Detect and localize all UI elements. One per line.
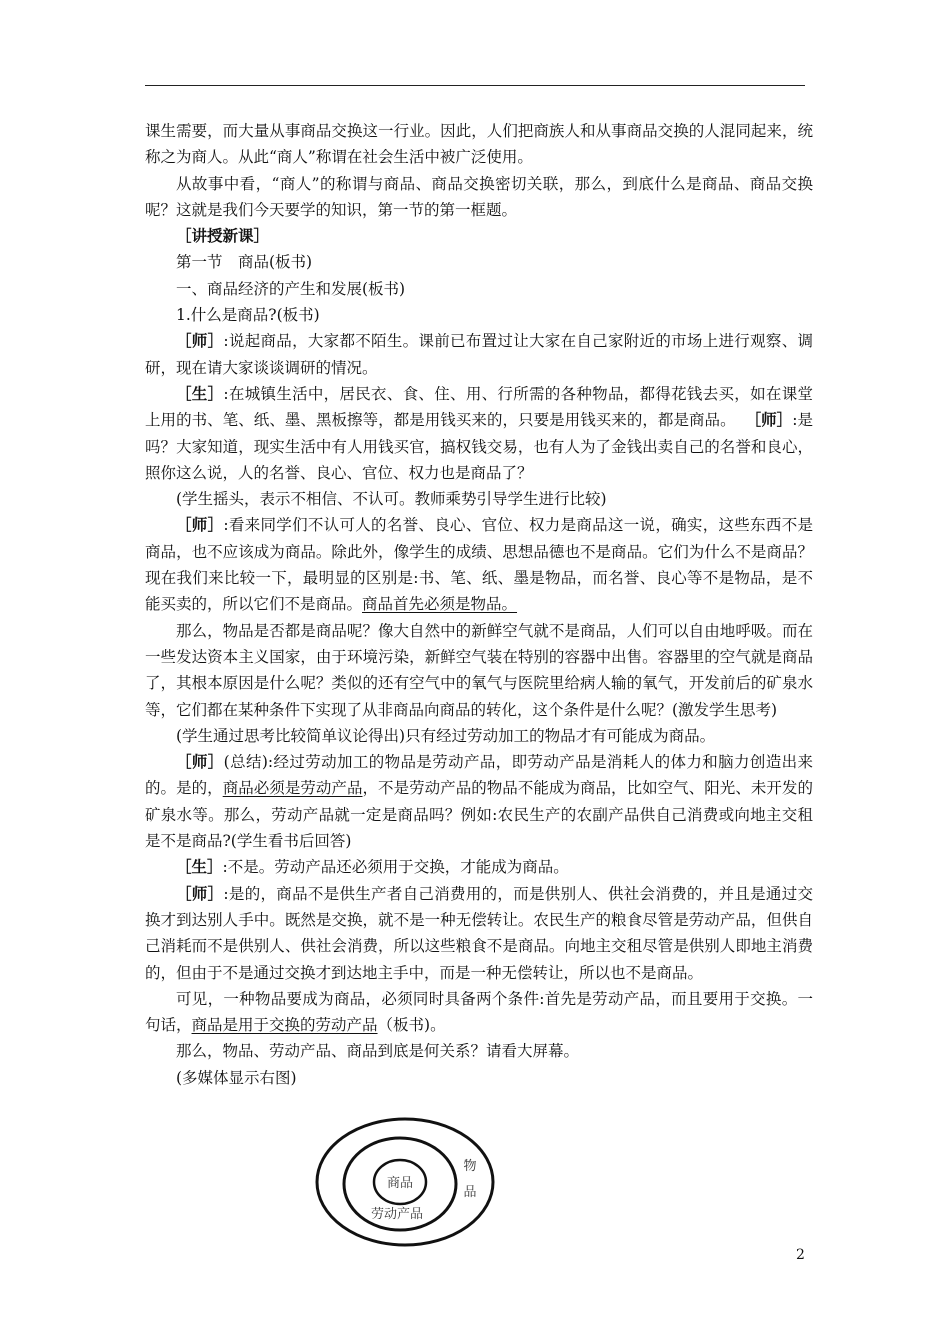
speaker-tag: ［师］	[176, 515, 224, 535]
dialogue-text: :在城镇生活中，居民衣、食、住、用、行所需的各种物品，都得花钱去买，如在课堂上用的书、笔、纸、墨、黑板擦等，都是用钱买来的，只要是用钱买来的，都是商品。	[145, 384, 813, 430]
paragraph: (学生摇头，表示不相信、不认可。教师乘势引导学生进行比较)	[176, 490, 607, 509]
dialogue-paragraph	[145, 512, 813, 617]
dialogue-paragraph	[145, 328, 813, 381]
speaker-tag: ［师］	[176, 331, 224, 351]
inner-circle-label: 商品	[386, 1176, 414, 1191]
paragraph-text: 可见，一种物品要成为商品，必须同时具备两个条件:首先是劳动产品，而且要用于交换。一句话，	[145, 989, 813, 1035]
concentric-circle-diagram	[312, 1112, 502, 1247]
dialogue-text: :看来同学们不认可人的名誉、良心、官位、权力是商品这一说，确实，这些东西不是商品，也不应该成为商品。除此外，像学生的成绩、思想品德也不是商品。它们为什么不是商品？现在我们来比较一下，最明显的区别是:书、笔、纸、墨是物品，而名誉、良心等不是物品，是不能买卖的，所以它们不是商品。	[145, 516, 813, 614]
dialogue-paragraph	[145, 749, 813, 854]
dialogue-paragraph	[145, 854, 813, 880]
dialogue-paragraph	[145, 381, 813, 486]
speaker-tag: ［师］	[176, 883, 224, 903]
paragraph: (多媒体显示右图)	[176, 1068, 297, 1087]
document-body	[145, 118, 813, 1091]
paragraph: 从故事中看，“商人”的称谓与商品、商品交换密切关联，那么，到底什么是商品、商品交换呢？这就是我们今天要学的知识，第一节的第一框题。	[145, 174, 813, 219]
outer-circle-label-top: 物	[463, 1159, 477, 1174]
dialogue-text: :是的，商品不是供生产者自己消费用的，而是供别人、供社会消费的，并且是通过交换才到达别人手中。既然是交换，就不是一种无偿转让。农民生产的粮食尽管是劳动产品，但供自己消耗而不是供别人、供社会消费，所以这些粮食不是商品。向地主交租尽管是供别人即地主消费的，但由于不是通过交换才到达地主手中，而是一种无偿转让，所以也不是商品。	[145, 884, 813, 982]
speaker-tag: ［生］	[176, 383, 224, 403]
paragraph: 课生需要，而大量从事商品交换这一行业。因此，人们把商族人和从事商品交换的人混同起来，统称之为商人。从此“商人”称谓在社会生活中被广泛使用。	[145, 122, 813, 167]
dialogue-text: :不是。劳动产品还必须用于交换，才能成为商品。	[222, 858, 569, 877]
page-number: 2	[796, 1247, 805, 1263]
speaker-tag: ［生］	[176, 857, 223, 877]
dialogue-text: :是吗？大家知道，现实生活中有人用钱买官，搞权钱交易，也有人为了金钱出卖自己的名誉和良心，照你这么说，人的名誉、良心、官位、权力也是商品了？	[145, 411, 813, 482]
paragraph	[145, 986, 813, 1039]
paragraph: 那么，物品、劳动产品、商品到底是何关系？请看大屏幕。	[176, 1042, 580, 1061]
section-title: 第一节 商品(板书)	[176, 253, 313, 272]
section-heading: ［讲授新课］	[176, 226, 270, 246]
paragraph: 那么，物品是否都是商品呢？像大自然中的新鲜空气就不是商品，人们可以自由地呼吸。而在一些发达资本主义国家，由于环境污染，新鲜空气装在特别的容器中出售。容器里的空气就是商品了，其根本原因是什么呢？类似的还有空气中的氧气与医院里给病人输的氧气，开发前后的矿泉水等，它们都在某种条件下实现了从非商品向商品的转化，这个条件是什么呢？(激发学生思考)	[145, 621, 813, 719]
dialogue-paragraph	[145, 881, 813, 986]
header-rule	[145, 85, 805, 86]
underlined-key-point: 商品必须是劳动产品	[222, 779, 363, 798]
dialogue-text: (总结):经过劳动加工的物品是劳动产品，即劳动产品是消耗人的体力和脑力创造出来的。是的，	[145, 753, 813, 798]
dialogue-text: :说起商品，大家都不陌生。课前已布置过让大家在自己家附近的市场上进行观察、调研，现在请大家谈谈调研的情况。	[145, 332, 813, 377]
subsection-title: 一、商品经济的产生和发展(板书)	[176, 279, 406, 298]
underlined-key-point: 商品首先必须是物品。	[362, 595, 518, 614]
paragraph-text: （板书)。	[377, 1016, 446, 1035]
underlined-key-point: 商品是用于交换的劳动产品	[191, 1016, 378, 1035]
speaker-tag: ［师］	[176, 752, 224, 772]
speaker-tag: ［师］	[745, 410, 793, 430]
middle-circle-label: 劳动产品	[370, 1207, 424, 1222]
dialogue-text: ，不是劳动产品的物品不能成为商品，比如空气、阳光、未开发的矿泉水等。那么，劳动产品就一定是商品吗？例如:农民生产的农副产品供自己消费或向地主交租是不是商品?(学生看书后回答)	[145, 779, 813, 851]
topic-title: 1.什么是商品?(板书)	[176, 306, 320, 325]
outer-circle-label-bottom: 品	[463, 1185, 477, 1200]
paragraph: (学生通过思考比较简单议论得出)只有经过劳动加工的物品才有可能成为商品。	[176, 726, 716, 745]
